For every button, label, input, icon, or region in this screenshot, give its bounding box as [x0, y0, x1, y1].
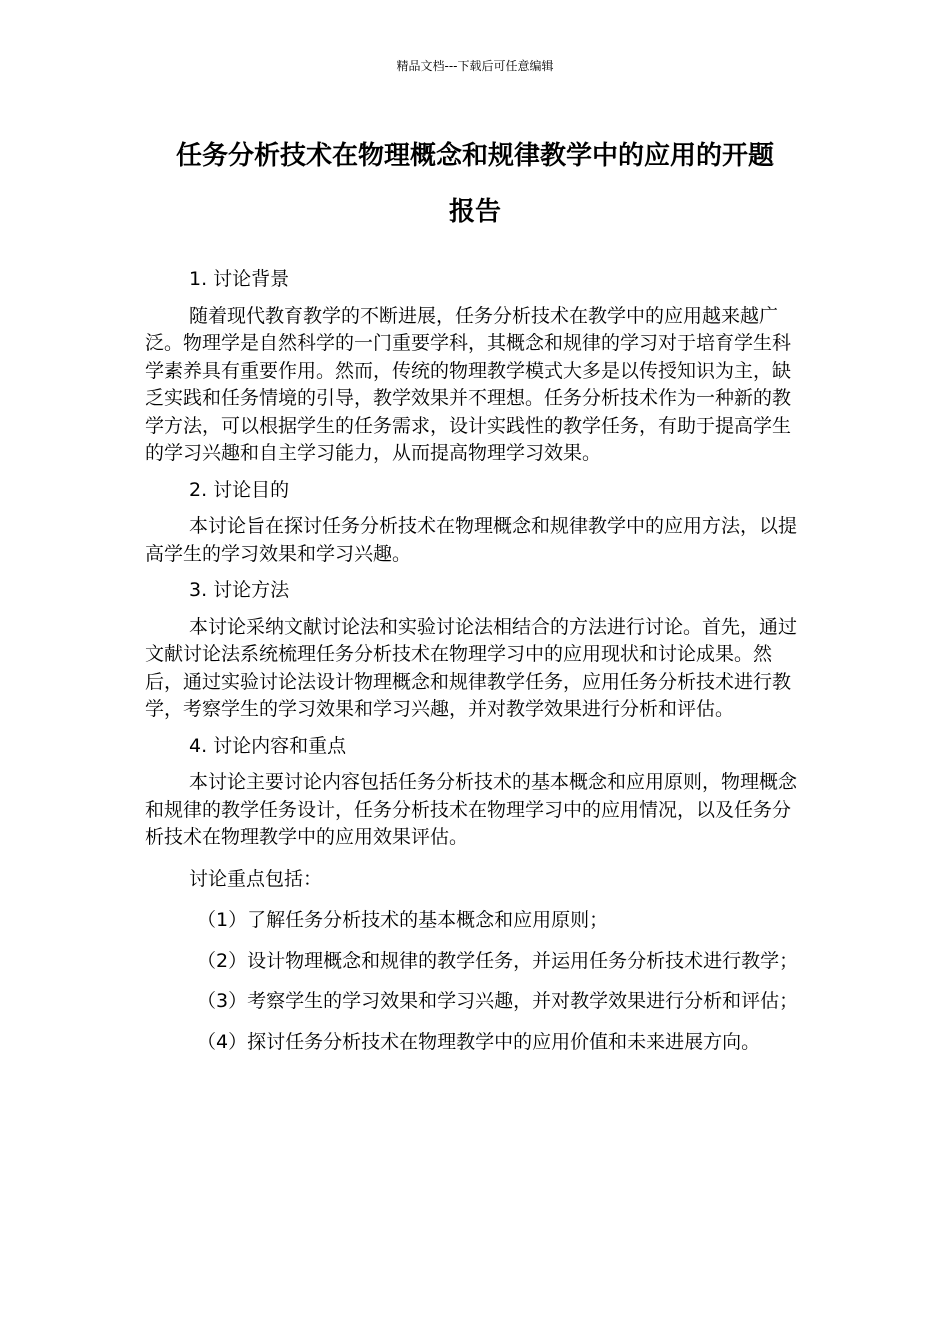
- paragraph-content: 本讨论主要讨论内容包括任务分析技术的基本概念和应用原则，物理概念和规律的教学任务设计，任务分析技术在物理学习中的应用情况，以及任务分析技术在物理教学中的应用效果评估。: [145, 771, 798, 848]
- paragraph-method: 本讨论采纳文献讨论法和实验讨论法相结合的方法进行讨论。首先，通过文献讨论法系统梳理任务分析技术在物理学习中的应用现状和讨论成果。然后，通过实验讨论法设计物理概念和规律教学任务，应用任务分析技术进行教学，考察学生的学习效果和学习兴趣，并对教学效果进行分析和评估。: [145, 615, 798, 720]
- document-title: [130, 128, 820, 240]
- paragraph-background: 随着现代教育教学的不断进展，任务分析技术在教学中的应用越来越广泛。物理学是自然科学的一门重要学科，其概念和规律的学习对于培育学生科学素养具有重要作用。然而，传统的物理教学模式大多是以传授知识为主，缺乏实践和任务情境的引导，教学效果并不理想。任务分析技术作为一种新的教学方法，可以根据学生的任务需求，设计实践性的教学任务，有助于提高学生的学习兴趣和自主学习能力，从而提高物理学习效果。: [145, 304, 792, 464]
- document-body: [145, 266, 807, 1069]
- section-heading-method: 3. 讨论方法: [189, 579, 290, 601]
- focus-item: （2）设计物理概念和规律的教学任务，并运用任务分析技术进行教学；: [197, 949, 799, 972]
- section-heading-background: 1. 讨论背景: [189, 268, 290, 290]
- section-heading-purpose: 2. 讨论目的: [189, 478, 290, 501]
- title-line-1: 任务分析技术在物理概念和规律教学中的应用的开题: [175, 141, 774, 171]
- focus-item: （3）考察学生的学习效果和学习兴趣，并对教学效果进行分析和评估；: [197, 990, 799, 1012]
- section-heading-content: 4. 讨论内容和重点: [189, 734, 347, 757]
- title-line-2: 报告: [448, 197, 501, 227]
- focus-item: （1）了解任务分析技术的基本概念和应用原则；: [197, 909, 609, 931]
- page-header: 精品文档---下载后可任意编辑: [396, 59, 554, 73]
- focus-item: （4）探讨任务分析技术在物理教学中的应用价值和未来进展方向。: [197, 1030, 761, 1053]
- paragraph-focus-intro: 讨论重点包括：: [189, 867, 323, 890]
- paragraph-purpose: 本讨论旨在探讨任务分析技术在物理概念和规律教学中的应用方法，以提高学生的学习效果和学习兴趣。: [145, 515, 798, 565]
